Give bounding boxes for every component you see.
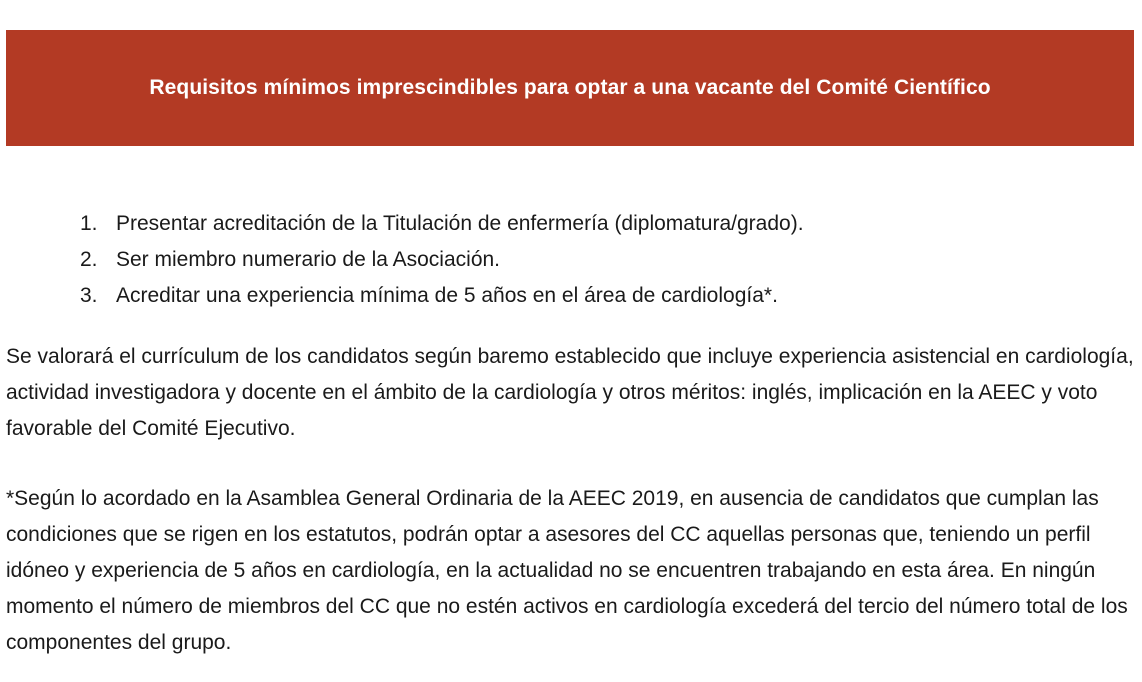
requirement-item [80, 206, 804, 242]
evaluation-paragraph: Se valorará el currículum de los candidatos según baremo establecido que incluye experiencia asistencial en cardiología, actividad investigadora y docente en el ámbito de la cardiología y otros méritos: inglés, implicación en la AEEC y voto favorable del Comité Ejecutivo. [6, 345, 1134, 440]
requirement-number: 1. [80, 212, 98, 235]
requirement-text: Acreditar una experiencia mínima de 5 años en el área de cardiología*. [116, 284, 778, 307]
requirement-item [80, 278, 804, 314]
requirement-text: Ser miembro numerario de la Asociación. [116, 248, 501, 271]
requirement-item [80, 242, 804, 278]
requirements-list [80, 206, 804, 314]
requirement-number: 3. [80, 284, 98, 307]
requirement-text: Presentar acreditación de la Titulación de enfermería (diplomatura/grado). [116, 212, 804, 235]
banner-title: Requisitos mínimos imprescindibles para optar a una vacante del Comité Científico [149, 75, 991, 99]
header-banner [6, 30, 1134, 146]
requirement-number: 2. [80, 248, 98, 271]
footnote-paragraph: *Según lo acordado en la Asamblea General Ordinaria de la AEEC 2019, en ausencia de candidatos que cumplan las condiciones que se rigen en los estatutos, podrán optar a asesores del CC aquellas personas que, teniendo un perfil idóneo y experiencia de 5 años en cardiología, en la actualidad no se encuentren trabajando en esta área. En ningún momento el número de miembros del CC que no estén activos en cardiología excederá del tercio del número total de los componentes del grupo. [6, 487, 1128, 654]
